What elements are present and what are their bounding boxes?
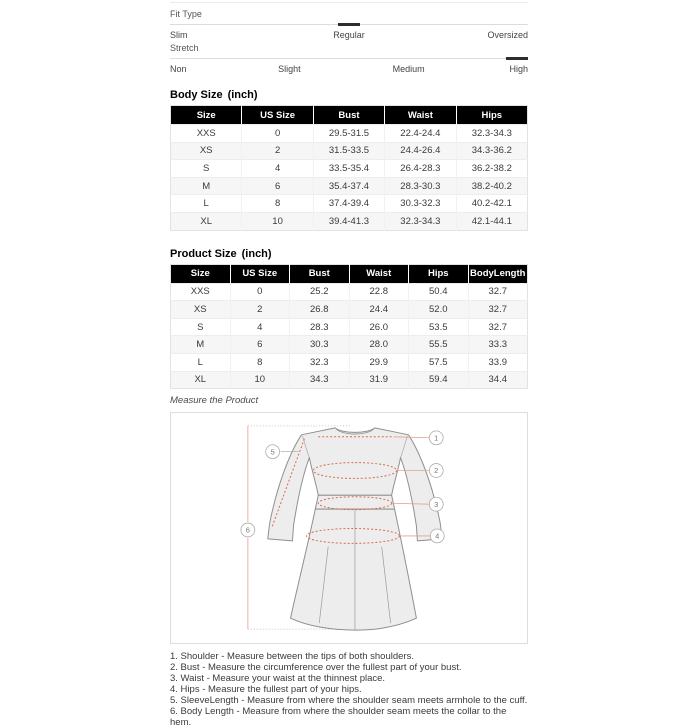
- slider-option-label: Non: [170, 64, 187, 74]
- table-cell: 4: [242, 160, 313, 178]
- table-cell: 28.3: [290, 318, 350, 336]
- table-cell: 29.9: [349, 353, 409, 371]
- table-cell: 30.3: [290, 336, 350, 354]
- column-header: US Size: [230, 264, 290, 283]
- product-size-title: [170, 248, 528, 260]
- instruction-line: 3. Waist - Measure your waist at the thinnest place.: [170, 673, 386, 685]
- table-cell: 52.0: [409, 301, 469, 319]
- table-cell: 53.5: [409, 318, 469, 336]
- slider-option-label: High: [509, 64, 528, 74]
- table-cell: 32.7: [468, 318, 528, 336]
- table-cell: 22.4-24.4: [385, 125, 456, 143]
- table-row: [171, 318, 528, 336]
- table-cell: XL: [171, 371, 231, 389]
- table-cell: L: [171, 353, 231, 371]
- table-cell: S: [171, 318, 231, 336]
- table-cell: 8: [242, 195, 313, 213]
- table-row: [171, 125, 528, 143]
- table-cell: 25.2: [290, 283, 350, 301]
- table-cell: M: [171, 177, 242, 195]
- measure-diagram-box: [170, 412, 528, 644]
- table-cell: 24.4: [349, 301, 409, 319]
- table-row: [171, 301, 528, 319]
- slider-option-label: Medium: [392, 64, 425, 74]
- table-row: [171, 160, 528, 178]
- table-cell: 40.2-42.1: [456, 195, 527, 213]
- table-cell: 32.3: [290, 353, 350, 371]
- table-cell: 0: [230, 283, 290, 301]
- column-header: Bust: [290, 264, 350, 283]
- table-row: [171, 371, 528, 389]
- table-cell: 37.4-39.4: [313, 195, 384, 213]
- table-cell: 55.5: [409, 336, 469, 354]
- table-cell: 4: [230, 318, 290, 336]
- instruction-line: 1. Shoulder - Measure between the tips of both shoulders.: [170, 651, 414, 663]
- fit-type-scale: [170, 23, 528, 26]
- table-cell: 50.4: [409, 283, 469, 301]
- table-row: [171, 142, 528, 160]
- slider-option-label: Slim: [170, 30, 188, 40]
- table-row: [171, 353, 528, 371]
- table-cell: 36.2-38.2: [456, 160, 527, 178]
- body-size-title: [170, 89, 528, 101]
- measure-caption: Measure the Product: [170, 395, 259, 407]
- size-guide-content: [170, 0, 528, 728]
- table-cell: XL: [171, 212, 242, 230]
- fit-type-label: Fit Type: [170, 9, 202, 19]
- table-cell: 31.9: [349, 371, 409, 389]
- marker-1-label: 1: [434, 433, 439, 443]
- table-cell: 30.3-32.3: [385, 195, 456, 213]
- stretch-scale: [170, 57, 528, 60]
- product-size-section: [170, 248, 528, 390]
- table-cell: 57.5: [409, 353, 469, 371]
- table-cell: 22.8: [349, 283, 409, 301]
- table-cell: XXS: [171, 125, 242, 143]
- table-cell: 39.4-41.3: [313, 212, 384, 230]
- table-cell: 26.0: [349, 318, 409, 336]
- dress-waistband: [315, 495, 394, 509]
- table-cell: L: [171, 195, 242, 213]
- marker-2-label: 2: [434, 466, 439, 476]
- table-cell: XS: [171, 142, 242, 160]
- table-cell: 26.4-28.3: [385, 160, 456, 178]
- column-header: Size: [171, 264, 231, 283]
- table-cell: M: [171, 336, 231, 354]
- marker-5-label: 5: [270, 447, 275, 457]
- product-size-unit: (inch): [241, 247, 272, 260]
- column-header: Waist: [385, 106, 456, 125]
- table-cell: 34.3-36.2: [456, 142, 527, 160]
- fit-type-section: [170, 2, 528, 75]
- product-size-title-text: Product Size: [170, 247, 237, 260]
- column-header: US Size: [242, 106, 313, 125]
- table-cell: 6: [242, 177, 313, 195]
- stretch-indicator: [506, 57, 528, 60]
- table-cell: 6: [230, 336, 290, 354]
- body-size-table: [170, 105, 528, 231]
- table-header-row: [171, 264, 528, 283]
- table-row: [171, 212, 528, 230]
- table-cell: 26.8: [290, 301, 350, 319]
- measure-instructions: [170, 651, 528, 728]
- instruction-line: 4. Hips - Measure the fullest part of your hips.: [170, 684, 362, 696]
- dress-diagram-svg: [171, 413, 527, 643]
- table-row: [171, 195, 528, 213]
- marker-6-label: 6: [245, 525, 250, 535]
- table-cell: 32.3-34.3: [456, 125, 527, 143]
- table-cell: 34.3: [290, 371, 350, 389]
- column-header: Bust: [313, 106, 384, 125]
- table-cell: 2: [242, 142, 313, 160]
- column-header: Waist: [349, 264, 409, 283]
- table-cell: XXS: [171, 283, 231, 301]
- table-cell: 59.4: [409, 371, 469, 389]
- table-cell: 32.7: [468, 301, 528, 319]
- column-header: Hips: [409, 264, 469, 283]
- table-cell: 2: [230, 301, 290, 319]
- instruction-line: 6. Body Length - Measure from where the shoulder seam meets the collar to the hem.: [170, 706, 507, 728]
- table-cell: 10: [242, 212, 313, 230]
- table-cell: 33.5-35.4: [313, 160, 384, 178]
- marker-3-label: 3: [434, 500, 439, 510]
- table-cell: 42.1-44.1: [456, 212, 527, 230]
- fit-type-indicator: [338, 23, 360, 26]
- table-row: [171, 177, 528, 195]
- dress-skirt: [291, 509, 417, 630]
- instruction-line: 5. SleeveLength - Measure from where the shoulder seam meets armhole to the cuff.: [170, 695, 528, 707]
- table-row: [171, 336, 528, 354]
- table-cell: 31.5-33.5: [313, 142, 384, 160]
- slider-option-label: Slight: [278, 64, 301, 74]
- table-cell: 29.5-31.5: [313, 125, 384, 143]
- table-cell: 28.3-30.3: [385, 177, 456, 195]
- table-cell: 10: [230, 371, 290, 389]
- table-cell: 0: [242, 125, 313, 143]
- stretch-options: [170, 63, 528, 75]
- instruction-line: 2. Bust - Measure the circumference over the fullest part of your bust.: [170, 662, 462, 674]
- slider-option-label: Oversized: [487, 30, 528, 40]
- table-cell: 24.4-26.4: [385, 142, 456, 160]
- slider-option-label: Regular: [333, 30, 365, 40]
- stretch-label: Stretch: [170, 43, 199, 53]
- body-size-section: [170, 89, 528, 231]
- product-size-table: [170, 264, 528, 390]
- column-header: BodyLength: [468, 264, 528, 283]
- table-header-row: [171, 106, 528, 125]
- table-cell: 38.2-40.2: [456, 177, 527, 195]
- table-cell: 33.9: [468, 353, 528, 371]
- table-cell: 34.4: [468, 371, 528, 389]
- body-size-unit: (inch): [227, 89, 258, 101]
- table-cell: 8: [230, 353, 290, 371]
- table-cell: S: [171, 160, 242, 178]
- table-cell: XS: [171, 301, 231, 319]
- fit-type-options: [170, 29, 528, 41]
- marker-4-label: 4: [435, 531, 440, 541]
- column-header: Hips: [456, 106, 527, 125]
- table-cell: 32.7: [468, 283, 528, 301]
- table-cell: 35.4-37.4: [313, 177, 384, 195]
- table-cell: 32.3-34.3: [385, 212, 456, 230]
- table-cell: 28.0: [349, 336, 409, 354]
- table-cell: 33.3: [468, 336, 528, 354]
- table-row: [171, 283, 528, 301]
- body-size-title-text: Body Size: [170, 89, 223, 101]
- column-header: Size: [171, 106, 242, 125]
